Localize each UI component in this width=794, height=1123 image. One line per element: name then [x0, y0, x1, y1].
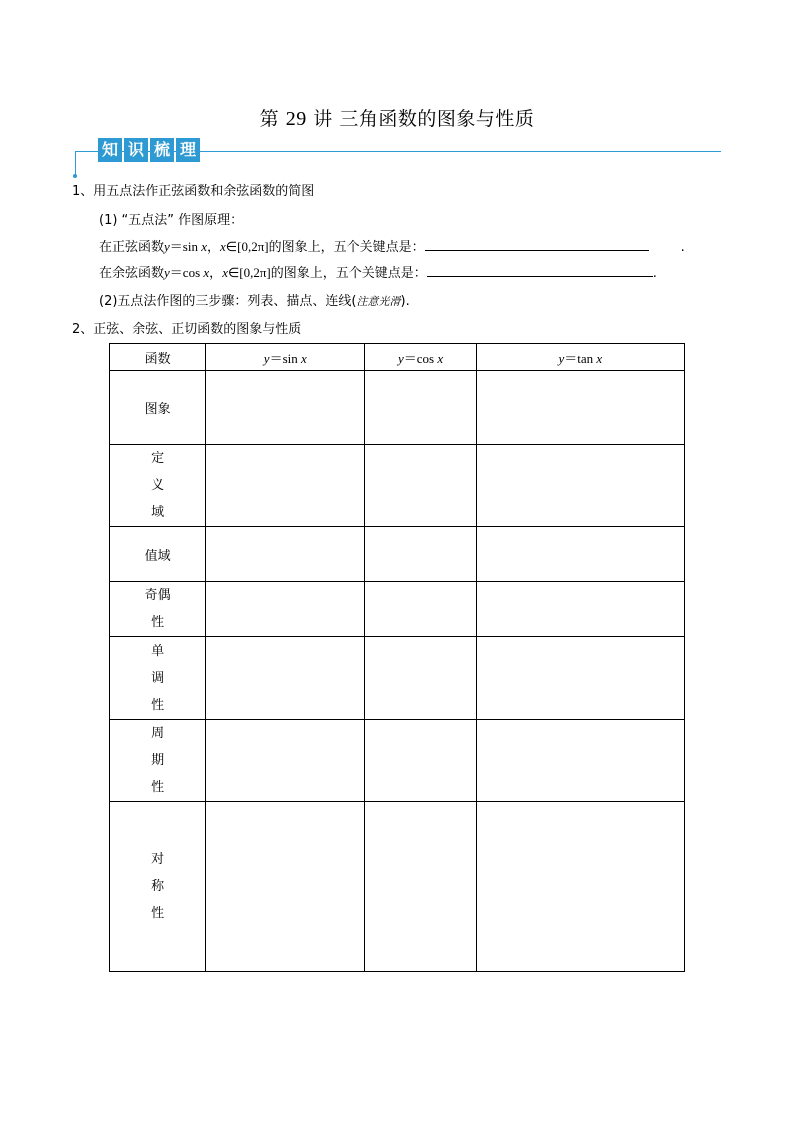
- section1-p1: (1) “五点法” 作图原理：: [99, 213, 244, 228]
- answer-cell[interactable]: [206, 720, 365, 802]
- header-sin-cell: y＝sin x: [206, 344, 365, 371]
- sin-range-x: x: [220, 239, 226, 254]
- answer-cell[interactable]: [365, 445, 476, 527]
- section-banner-vline: [75, 151, 76, 175]
- row-label-domain: 定 义 域: [110, 445, 206, 527]
- p2-note: 注意光滑: [356, 295, 401, 308]
- answer-cell[interactable]: [365, 802, 476, 972]
- answer-cell[interactable]: [206, 802, 365, 972]
- section-banner-dot: [73, 174, 77, 178]
- cos-keypoints-line: [99, 262, 657, 281]
- cos-var-y: y: [164, 265, 170, 280]
- p2-end: ).: [400, 294, 410, 309]
- cos-var-x: x: [203, 265, 210, 280]
- section1-heading: 1、用五点法作正弦函数和余弦函数的简图: [72, 184, 315, 199]
- sin-keypoints-line: [99, 236, 685, 255]
- cos-line-post: 的图象上，五个关键点是：: [270, 266, 427, 281]
- answer-cell[interactable]: [365, 720, 476, 802]
- answer-cell[interactable]: [476, 802, 684, 972]
- row-label-parity: 奇偶 性: [110, 582, 206, 637]
- answer-cell[interactable]: [476, 445, 684, 527]
- cos-range: ∈[0,2π]: [227, 265, 271, 280]
- sin-range: ∈[0,2π]: [225, 239, 269, 254]
- answer-cell[interactable]: [206, 371, 365, 445]
- answer-cell[interactable]: [365, 582, 476, 637]
- sin-comma: ，: [207, 240, 221, 255]
- row-label-symmetry: 对 称 性: [110, 802, 206, 972]
- cos-range-x: x: [222, 265, 228, 280]
- section2-heading: 2、正弦、余弦、正切函数的图象与性质: [72, 322, 302, 337]
- sin-expr-eq: ＝sin: [169, 239, 202, 254]
- answer-cell[interactable]: [365, 371, 476, 445]
- row-label-graph: 图象: [110, 371, 206, 445]
- sin-line-pre: 在正弦函数: [99, 240, 165, 255]
- page-title: [0, 104, 794, 131]
- answer-cell[interactable]: [476, 582, 684, 637]
- answer-cell[interactable]: [476, 637, 684, 720]
- banner-char-4: 理: [176, 138, 200, 162]
- table-row: [110, 527, 685, 582]
- banner-char-1: 知: [98, 138, 122, 162]
- p2-main: (2)五点法作图的三步骤：列表、描点、连线(: [99, 294, 357, 309]
- answer-cell[interactable]: [476, 527, 684, 582]
- answer-cell[interactable]: [476, 720, 684, 802]
- row-label-range: 值域: [110, 527, 206, 582]
- cos-comma: ，: [209, 266, 223, 281]
- table-row: [110, 720, 685, 802]
- header-cos-cell: y＝cos x: [365, 344, 476, 371]
- cos-answer-blank[interactable]: [427, 263, 653, 277]
- section1-p2: [99, 290, 410, 309]
- sin-answer-blank[interactable]: [425, 237, 649, 251]
- table-row: [110, 582, 685, 637]
- sin-var-y: y: [164, 239, 170, 254]
- title-prefix: 第: [259, 108, 280, 130]
- answer-cell[interactable]: [365, 527, 476, 582]
- answer-cell[interactable]: [206, 445, 365, 527]
- table-row: [110, 637, 685, 720]
- cos-end-period: .: [652, 266, 657, 281]
- table-row: [110, 371, 685, 445]
- answer-cell[interactable]: [206, 527, 365, 582]
- banner-char-3: 梳: [150, 138, 174, 162]
- row-label-monotonicity: 单 调 性: [110, 637, 206, 720]
- header-tan-cell: y＝tan x: [476, 344, 684, 371]
- trig-properties-table: [109, 343, 685, 972]
- header-label-cell: 函数: [110, 344, 206, 371]
- banner-char-2: 识: [124, 138, 148, 162]
- sin-line-post: 的图象上，五个关键点是：: [268, 240, 425, 255]
- row-label-period: 周 期 性: [110, 720, 206, 802]
- answer-cell[interactable]: [365, 637, 476, 720]
- answer-cell[interactable]: [476, 371, 684, 445]
- table-header-row: [110, 344, 685, 371]
- answer-cell[interactable]: [206, 582, 365, 637]
- title-number: 29: [285, 108, 307, 130]
- cos-line-pre: 在余弦函数: [99, 266, 165, 281]
- answer-cell[interactable]: [206, 637, 365, 720]
- sin-end-period: .: [680, 240, 685, 255]
- cos-expr-eq: ＝cos: [169, 265, 204, 280]
- title-suffix: 讲 三角函数的图象与性质: [313, 108, 535, 130]
- table-row: [110, 445, 685, 527]
- sin-var-x: x: [201, 239, 207, 254]
- table-row: [110, 802, 685, 972]
